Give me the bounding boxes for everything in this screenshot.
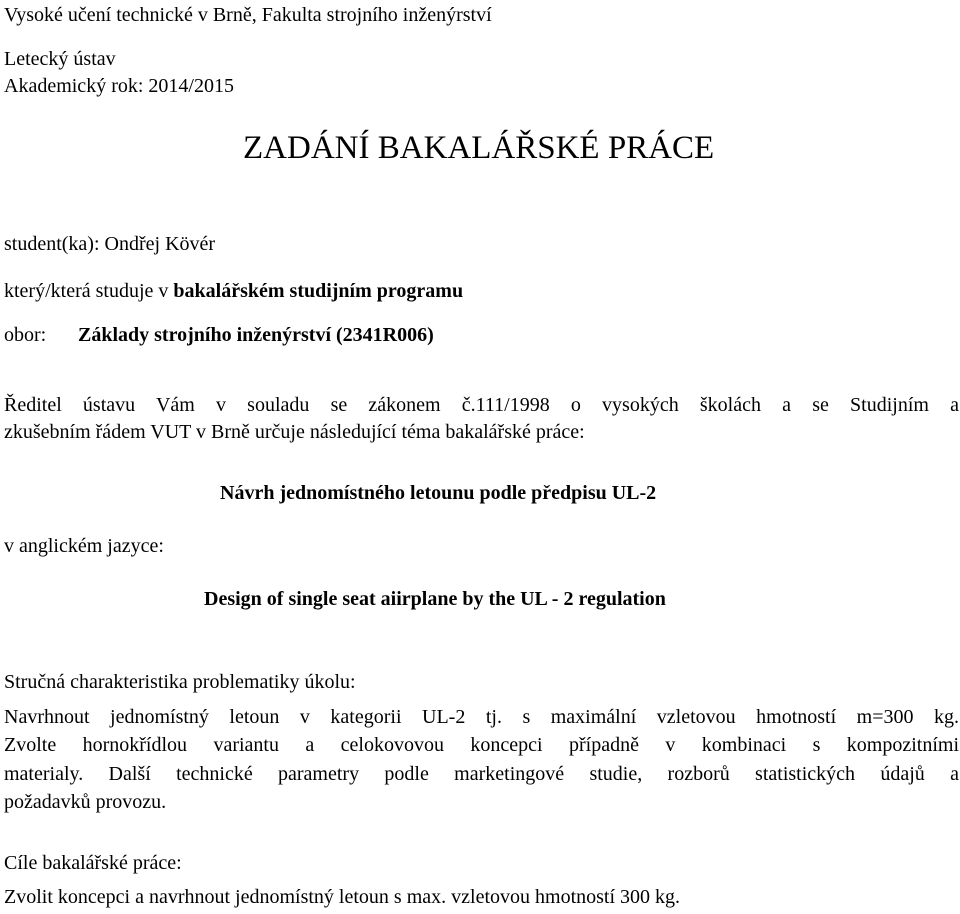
characteristics-line-2: Zvolte hornokřídlou variantu a celokovovou koncepci případně v kombinaci s kompozitními [4, 734, 959, 756]
directive-line-2: zkušebním řádem VUT v Brně určuje následující téma bakalářské práce: [4, 421, 585, 443]
topic-czech: Návrh jednomístného letounu podle předpisu UL-2 [220, 482, 657, 504]
characteristics-line-1: Navrhnout jednomístný letoun v kategorii UL-2 tj. s maximální vzletovou hmotností m=300 kg. [4, 706, 959, 728]
field-label: obor: [4, 324, 47, 346]
goals-heading: Cíle bakalářské práce: [4, 852, 182, 874]
directive-line-1: Ředitel ústavu Vám v souladu se zákonem č.111/1998 o vysokých školách a se Studijním a [4, 394, 959, 416]
study-program-line [4, 280, 463, 303]
topic-english: Design of single seat aiirplane by the UL - 2 regulation [204, 588, 666, 610]
document-title: ZADÁNÍ BAKALÁŘSKÉ PRÁCE [243, 130, 715, 166]
institute-name: Letecký ústav [4, 48, 116, 70]
institution-name: Vysoké učení technické v Brně, Fakulta strojního inženýrství [4, 4, 492, 26]
characteristics-line-4: požadavků provozu. [4, 791, 167, 813]
field-value: Základy strojního inženýrství (2341R006) [78, 324, 434, 346]
english-label: v anglickém jazyce: [4, 535, 164, 557]
characteristics-line-3: materialy. Další technické parametry podle marketingové studie, rozborů statistických údajů a [4, 763, 959, 785]
field-of-study [0, 324, 960, 350]
academic-year: Akademický rok: 2014/2015 [4, 75, 234, 97]
student-line: student(ka): Ondřej Kövér [4, 233, 216, 255]
characteristics-heading: Stručná charakteristika problematiky úkolu: [4, 671, 356, 693]
study-program-prefix: který/která studuje v [4, 280, 174, 302]
study-program-name: bakalářském studijním programu [173, 280, 464, 302]
goals-text: Zvolit koncepci a navrhnout jednomístný letoun s max. vzletovou hmotností 300 kg. [4, 886, 681, 908]
